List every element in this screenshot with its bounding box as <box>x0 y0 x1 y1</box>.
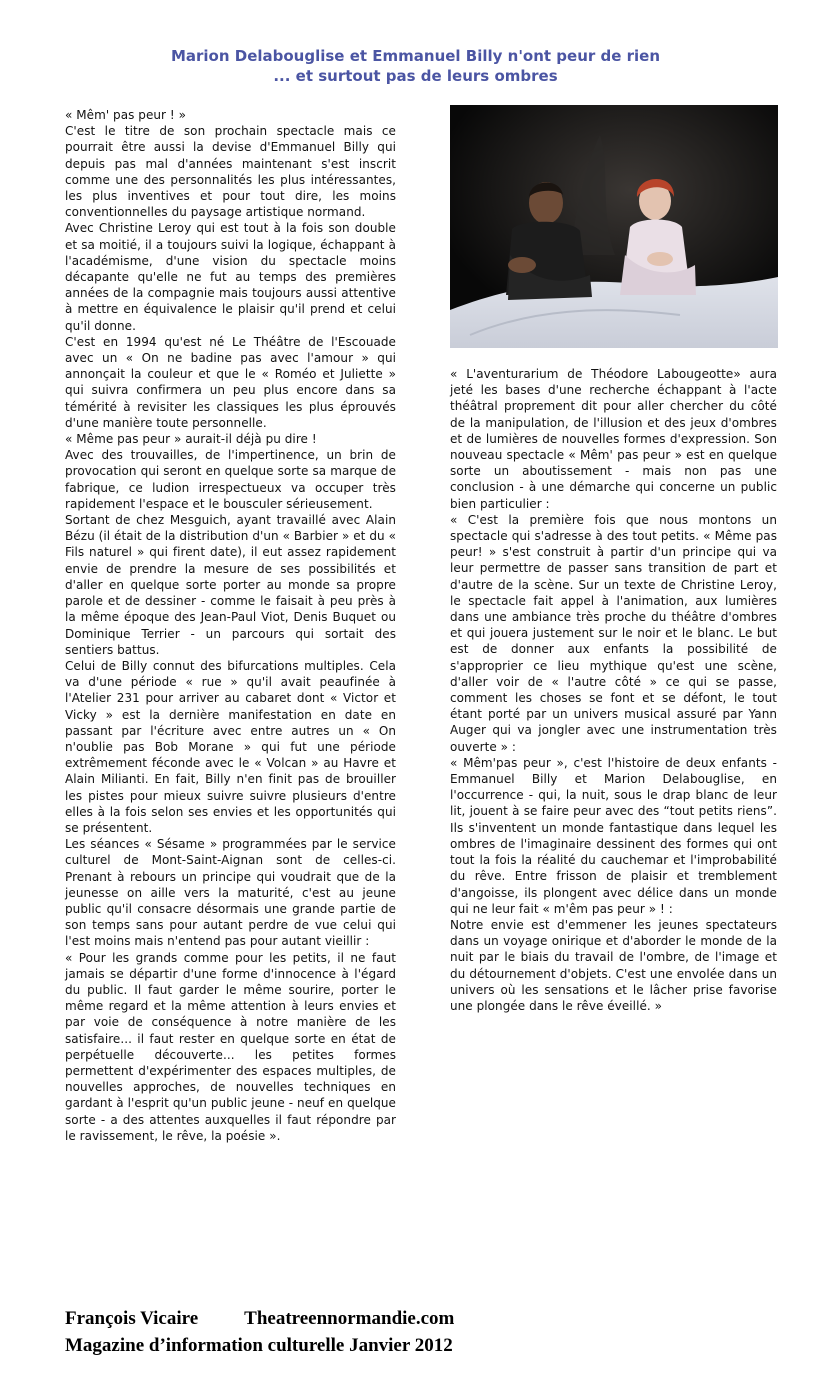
paragraph: Celui de Billy connut des bifurcations multiples. Cela va d'une période « rue » qu'il avait peaufinée à l'Atelier 231 pour arriver au cabaret dont « Victor et Vicky » est la dernière manifestation en date en passant par l'écriture avec entre autres un « On n'oublie pas Bob Morane » qui fut une période extrêmement féconde avec le « Volcan » au Havre et Alain Milianti. En fait, Billy n'en finit pas de brouiller les pistes pour mieux suivre suivre plusieurs d'entre elles à la fois selon ses envies et les opportunités qui se présentent. <box>65 658 396 835</box>
paragraph: « C'est la première fois que nous montons un spectacle qui s'adresse à des tout petits. « Même pas peur! » s'est construit à partir d'un principe qui va leur permettre de passer sans transition de part et d'autre de la scène. Sur un texte de Christine Leroy, le spectacle fait appel à l'animation, aux lumières dans une ambiance très proche du théâtre d'ombres et qui jouera justement sur le noir et le blanc. Le but est de donner aux enfants la possibilité de s'approprier ce lieu mythique qu'est une scène, d'aller voir de « l'autre côté » ce qui se passe, comment les choses se font et se défont, le tout étant porté par un univers musical assuré par Yann Auger qui va jongler avec une instrumentation très ouverte » : <box>450 512 777 754</box>
paragraph: « L'aventurarium de Théodore Labougeotte» aura jeté les bases d'une recherche échappant à l'acte théâtral proprement dit pour aller chercher du côté de la manipulation, de l'illusion et des jeux d'ombres et de lumières de nouvelles formes d'expression. Son nouveau spectacle « Mêm' pas peur » est en quelque sorte un aboutissement - mais non pas une conclusion - à une démarche qui concerne un public bien particulier : <box>450 367 777 511</box>
footer-author: François Vicaire <box>65 1308 199 1329</box>
photo-illustration <box>450 105 778 348</box>
paragraph: C'est le titre de son prochain spectacle mais ce pourrait être aussi la devise d'Emmanuel Billy qui depuis pas mal d'années maintenant s'est inscrit comme une des personnalités les plus intéressantes, les plus inventives et pour tout dire, les moins conventionnelles du paysage artistique normand. <box>65 124 396 220</box>
paragraph: Notre envie est d'emmener les jeunes spectateurs dans un voyage onirique et d'aborder le monde de la nuit par le biais du travail de l'ombre, de l'image et du détournement d'objets. C'est une envolée dans un univers où les sensations et le lâcher prise favorise une plongée dans le rêve éveillé. » <box>450 917 777 1013</box>
right-text-column <box>450 366 777 1014</box>
paragraph: Avec Christine Leroy qui est tout à la fois son double et sa moitié, il a toujours suivi la logique, échappant à l'académisme, d'une vision du spectacle moins décapante qu'elle ne fut au temps des premières années de la compagnie mais toujours aussi attentive à mettre en équivalence le plaisir qu'il prend et celui qu'il donne. <box>65 221 396 333</box>
paragraph: « Mêm' pas peur ! » <box>65 108 187 122</box>
article-header <box>0 46 831 86</box>
left-text-column <box>65 107 396 1144</box>
article-title-line-2: ... et surtout pas de leurs ombres <box>273 67 558 85</box>
paragraph: « Même pas peur » aurait-il déjà pu dire ! <box>65 432 317 447</box>
paragraph: Avec des trouvailles, de l'impertinence, un brin de provocation qui seront en quelque sorte sa marque de fabrique, ce ludion irrespectueux va occuper très rapidement l'espace et le bousculer sérieusement. <box>65 448 396 511</box>
paragraph: Sortant de chez Mesguich, ayant travaillé avec Alain Bézu (il était de la distribution d'un « Barbier » et du « Fils naturel » qui firent date), il eut assez rapidement envie de prendre la mesure de ses possibilités et d'aller en quelque sorte porter au monde sa propre parole et de dessiner - comme le faisait à peu près à la même époque des Jean-Paul Viot, Denis Buquet ou Dominique Terrier - un parcours qui sortait des sentiers battus. <box>65 513 396 657</box>
paragraph: « Pour les grands comme pour les petits, il ne faut jamais se départir d'une forme d'innocence à l'égard du public. Il faut garder le même sourire, porter le même regard et la même attention à leurs envies et par voie de conséquence à notre manière de les satisfaire... il faut rester en quelque sorte en état de perpétuelle découverte... les petites formes permettent d'expérimenter des espaces multiples, de nouvelles approches, de nouvelles techniques en gardant à l'esprit qu'un public jeune - neuf en quelque sorte - a des attentes auxquelles il faut répondre par le ravissement, le rêve, la poésie ». <box>65 950 396 1143</box>
paragraph: C'est en 1994 qu'est né Le Théâtre de l'Escouade avec un « On ne badine pas avec l'amour » qui annonçait la couleur et que le « Roméo et Juliette » qui suivra confirmera un peu plus encore dans sa témérité à revisiter les classiques les plus éprouvés d'une manière toute personnelle. <box>65 334 396 430</box>
footer-site: Theatreennormandie.com <box>244 1308 455 1329</box>
article-title-line-1: Marion Delabouglise et Emmanuel Billy n'ont peur de rien <box>170 47 661 65</box>
footer-line-2: Magazine d’information culturelle Janvier 2012 <box>65 1335 453 1356</box>
footer-line-1 <box>65 1305 454 1332</box>
footer <box>65 1305 454 1359</box>
paragraph: Les séances « Sésame » programmées par le service culturel de Mont-Saint-Aignan sont de celles-ci. Prenant à rebours un principe qui voudrait que de la jeunesse on aille vers la maturité, c'est au jeune public qu'il consacre désormais une grande partie de son temps sans pour autant perdre de vue celui qui l'est moins mais n'entend pas pour autant vieillir : <box>65 837 396 949</box>
paragraph: « Mêm'pas peur », c'est l'histoire de deux enfants - Emmanuel Billy et Marion Delabouglise, en l'occurrence - qui, la nuit, sous le drap blanc de leur lit, jouent à se faire peur avec des “tout petits riens”. Ils s'inventent un monde fantastique dans lequel les ombres de l'imaginaire dessinent des formes qui ont tout la fois la réalité du cauchemar et l'improbabilité du rêve. Entre frisson de plaisir et tremblement d'angoisse, ils plongent avec délice dans un monde qui ne leur fait « m'êm pas peur » ! : <box>450 755 777 916</box>
article-photo <box>450 105 778 348</box>
